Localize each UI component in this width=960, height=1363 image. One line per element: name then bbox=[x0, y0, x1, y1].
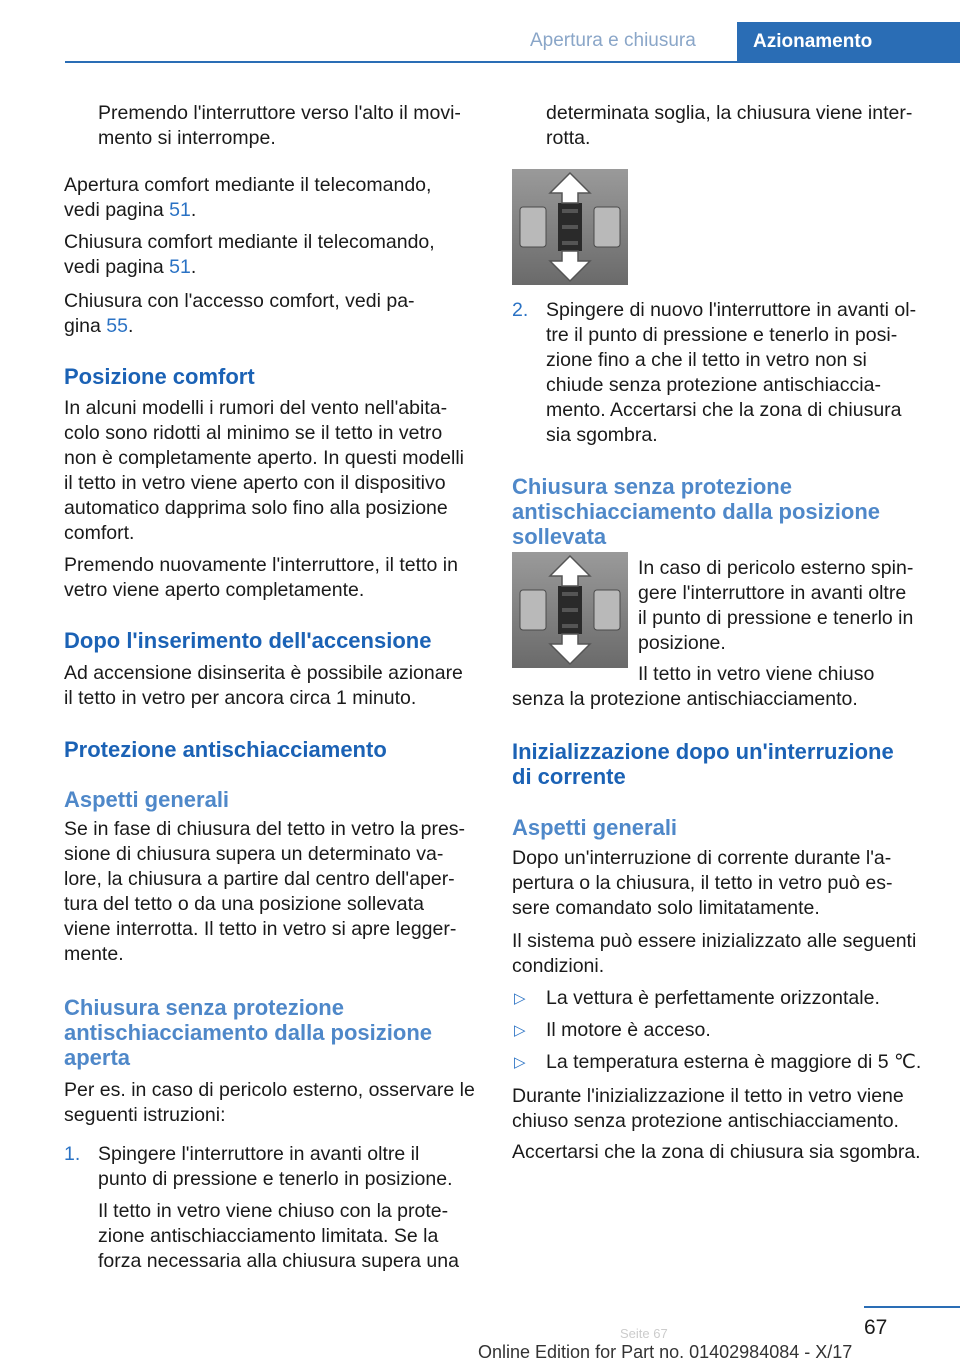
step-text: Spingere l'interruttore in avanti oltre il punto di pressione e tenerlo in posizione. bbox=[98, 1143, 453, 1190]
paragraph: senza la protezione antischiacciamento. bbox=[512, 688, 858, 710]
paragraph: Apertura comfort mediante il telecomando, vedi pagina 51. bbox=[64, 174, 432, 221]
section-heading: Protezione antischiacciamento bbox=[64, 737, 387, 762]
paragraph: Premendo nuovamente l'interruttore, il tetto in vetro viene aperto completamente. bbox=[64, 554, 458, 601]
paragraph: Ad accensione disinserita è possibile azionare il tetto in vetro per ancora circa 1 minuto. bbox=[64, 662, 463, 709]
footer bbox=[0, 1300, 960, 1362]
subsection-heading: Aspetti generali bbox=[64, 787, 230, 812]
subsection-heading: Aspetti generali bbox=[512, 815, 678, 840]
numbered-step bbox=[512, 298, 930, 448]
header-section: Apertura e chiusura bbox=[530, 30, 696, 51]
header-tab bbox=[737, 22, 960, 62]
roof-switch-image bbox=[512, 552, 628, 668]
header-tab-label: Azionamento bbox=[753, 31, 873, 52]
bullet-triangle-icon: ▷ bbox=[514, 990, 526, 1007]
section-heading: Inizializzazione dopo un'interruzione di corrente bbox=[512, 739, 894, 789]
paragraph: determinata soglia, la chiusura viene inter- rotta. bbox=[546, 102, 913, 149]
bullet-triangle-icon: ▷ bbox=[514, 1054, 526, 1071]
running-header bbox=[0, 0, 960, 63]
step-note: Il tetto in vetro viene chiuso con la prote- zione antischiacciamento limitata. Se la forza necessaria alla chiusura supera una bbox=[98, 1200, 459, 1272]
step-text: Spingere di nuovo l'interruttore in avanti ol- tre il punto di pressione e tenerlo in posi- zione fino a che il tetto in vetro non si chiude senza protezione antischiaccia- mento. Accertarsi che la zona di chiusura sia sgombra. bbox=[546, 299, 917, 446]
edition-label: Online Edition for Part no. 01402984084 - X/17 bbox=[478, 1342, 853, 1362]
paragraph: Premendo l'interruttore verso l'alto il movi- mento si interrompe. bbox=[98, 102, 461, 149]
footer-rule bbox=[864, 1306, 960, 1308]
bullet-item: ▷ Il motore è acceso. bbox=[514, 1019, 711, 1041]
numbered-step bbox=[64, 1142, 482, 1192]
roof-switch-image bbox=[512, 169, 628, 285]
header-rule bbox=[65, 61, 960, 63]
page-ref-link[interactable]: 51 bbox=[169, 256, 191, 278]
paragraph: Chiusura comfort mediante il telecomando, vedi pagina 51. bbox=[64, 231, 435, 278]
subsection-heading: Chiusura senza protezione antischiacciamento dalla posizione aperta bbox=[64, 995, 432, 1070]
paragraph: Accertarsi che la zona di chiusura sia sgombra. bbox=[512, 1141, 921, 1163]
bullet-item: ▷ La temperatura esterna è maggiore di 5 ℃. bbox=[514, 1051, 922, 1073]
step-number: 1. bbox=[64, 1143, 81, 1165]
step-number: 2. bbox=[512, 299, 529, 321]
subsection-heading: Chiusura senza protezione antischiacciamento dalla posizione sollevata bbox=[512, 474, 880, 549]
paragraph: Dopo un'interruzione di corrente durante l'a- pertura o la chiusura, il tetto in vetro può es- sere comandato solo limitatamente. bbox=[512, 847, 893, 919]
paragraph: Chiusura con l'accesso comfort, vedi pa- gina 55. bbox=[64, 290, 415, 337]
page-number: 67 bbox=[864, 1316, 888, 1339]
paragraph: Se in fase di chiusura del tetto in vetro la pres- sione di chiusura supera un determinato va- lore, la chiusura a partire dal centro dell'aper- tura del tetto o da una posizione sollevata viene interrotta. Il tetto in vetro si apre legger- mente. bbox=[64, 818, 466, 965]
paragraph: Per es. in caso di pericolo esterno, osservare le seguenti istruzioni: bbox=[64, 1079, 475, 1126]
paragraph: Il sistema può essere inizializzato alle seguenti condizioni. bbox=[512, 930, 917, 977]
bullet-triangle-icon: ▷ bbox=[514, 1022, 526, 1039]
paragraph: Il tetto in vetro viene chiuso bbox=[638, 663, 875, 685]
paragraph: Durante l'inizializzazione il tetto in vetro viene chiuso senza protezione antischiacciamento. bbox=[512, 1085, 904, 1132]
page-ref-link[interactable]: 51 bbox=[169, 199, 191, 221]
watermark-label: Seite 67 bbox=[620, 1326, 668, 1341]
section-heading: Dopo l'inserimento dell'accensione bbox=[64, 628, 432, 653]
section-heading: Posizione comfort bbox=[64, 364, 255, 389]
paragraph: In caso di pericolo esterno spin- gere l'interruttore in avanti oltre il punto di pressione e tenerlo in posizione. bbox=[638, 557, 914, 654]
paragraph: In alcuni modelli i rumori del vento nell'abita- colo sono ridotti al minimo se il tetto in vetro non è completamente aperto. In questi modelli il tetto in vetro viene aperto con il dispositivo automatico dapprima solo fino alla posizione comfort. bbox=[64, 397, 464, 544]
page-ref-link[interactable]: 55 bbox=[106, 315, 128, 337]
bullet-item: ▷ La vettura è perfettamente orizzontale. bbox=[514, 987, 880, 1009]
